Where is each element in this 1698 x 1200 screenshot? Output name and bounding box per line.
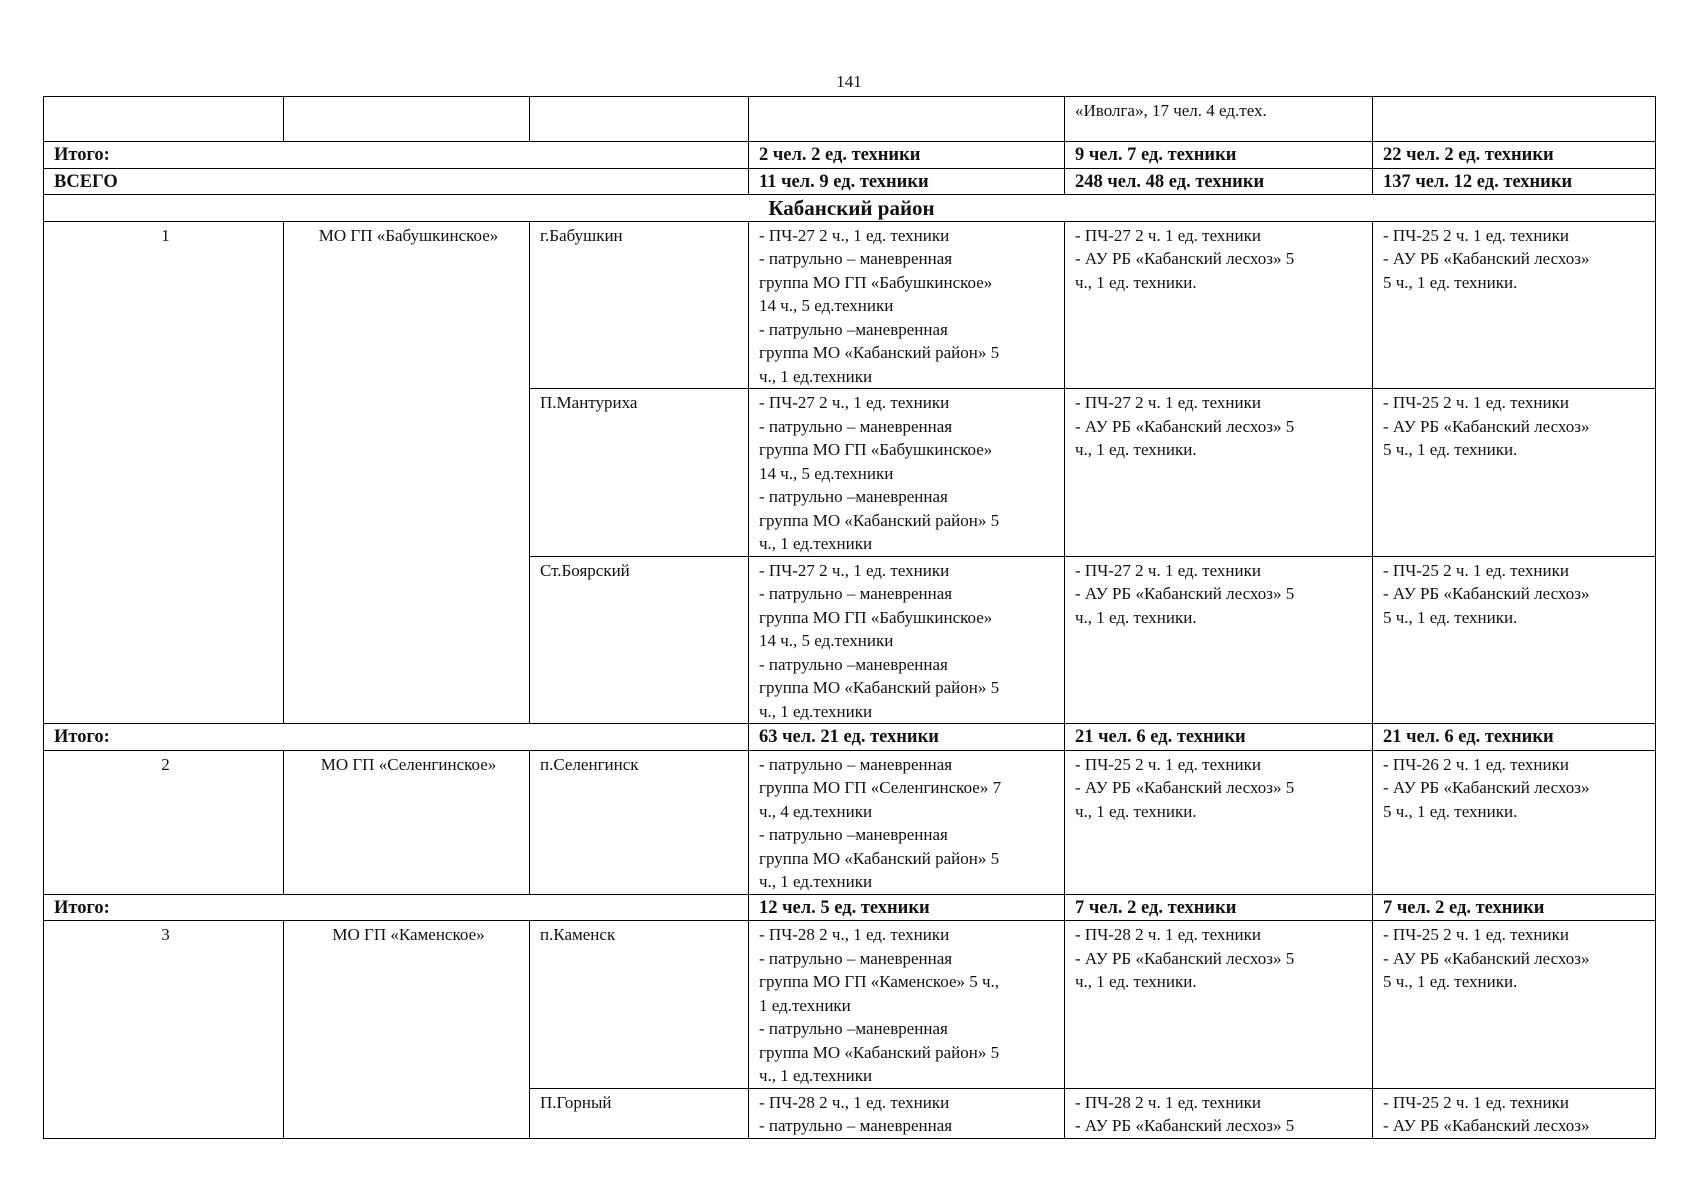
municipality-name: МО ГП «Бабушкинское» [284,221,530,724]
cell-line: группа МО «Кабанский район» 5 [759,343,1000,362]
cell-line: - АУ РБ «Кабанский лесхоз» 5 [1075,948,1295,968]
settlement-name: Ст.Боярский [530,556,749,724]
forces-cell [749,221,1065,389]
cell-line: - АУ РБ «Кабанский лесхоз» [1383,948,1590,968]
forces-cell [1373,1088,1656,1138]
row-number: 2 [44,750,284,894]
cell-line: - ПЧ-26 2 ч. 1 ед. техники [1383,754,1569,774]
cell-line: 14 ч., 5 ед.техники [759,631,894,650]
cell-line: - АУ РБ «Кабанский лесхоз» [1383,1116,1590,1135]
forces-cell [1065,389,1373,557]
itogo-c6: 7 чел. 2 ед. техники [1373,894,1656,921]
itogo-c5: 9 чел. 7 ед. техники [1065,142,1373,169]
cell-line: - ПЧ-27 2 ч. 1 ед. техники [1075,225,1261,245]
itogo-row [44,142,1656,169]
forces-cell [1373,750,1656,894]
cell-line: - патрульно – маневренная [759,416,953,436]
cell-line: - патрульно – маневренная [759,754,953,774]
vsego-row [44,168,1656,195]
vsego-label: ВСЕГО [44,168,749,195]
cell-line: ч., 1 ед.техники [759,1066,873,1085]
cell-line: ч., 1 ед.техники [759,534,873,553]
forces-cell [1373,221,1656,389]
forces-cell [1065,750,1373,894]
itogo-c4: 12 чел. 5 ед. техники [749,894,1065,921]
itogo-c4: 2 чел. 2 ед. техники [749,142,1065,169]
cell-line: группа МО ГП «Каменское» 5 ч., [759,972,1000,991]
forces-cell [1373,556,1656,724]
settlement-name: П.Мантуриха [530,389,749,557]
cell-line: - ПЧ-25 2 ч. 1 ед. техники [1383,1092,1569,1112]
cell-empty [1373,97,1656,142]
forces-cell [749,750,1065,894]
forces-cell [1373,389,1656,557]
itogo-c6: 22 чел. 2 ед. техники [1373,142,1656,169]
municipality-name: МО ГП «Селенгинское» [284,750,530,894]
cell-line: 5 ч., 1 ед. техники. [1383,801,1518,821]
cell-line: - патрульно – маневренная [759,948,953,968]
cell-line: группа МО «Кабанский район» 5 [759,848,1000,868]
cell-line: - АУ РБ «Кабанский лесхоз» [1383,416,1590,436]
table-row [44,750,1656,894]
cell-line: 5 ч., 1 ед. техники. [1383,440,1518,459]
cell-line: - ПЧ-28 2 ч. 1 ед. техники [1075,925,1261,944]
cell-empty [530,97,749,142]
cell-line: - АУ РБ «Кабанский лесхоз» 5 [1075,778,1295,797]
forces-cell [749,1088,1065,1138]
forces-cell [1373,921,1656,1089]
vsego-c6: 137 чел. 12 ед. техники [1373,168,1656,195]
row-number: 3 [44,921,284,1139]
cell-line: - ПЧ-27 2 ч., 1 ед. техники [759,560,950,580]
cell-line: - АУ РБ «Кабанский лесхоз» 5 [1075,249,1295,268]
cell-line: - ПЧ-25 2 ч. 1 ед. техники [1075,754,1261,774]
cell-line: ч., 4 ед.техники [759,801,873,821]
cell-line: - ПЧ-27 2 ч. 1 ед. техники [1075,393,1261,412]
cell-line: 5 ч., 1 ед. техники. [1383,272,1518,292]
cell-line: ч., 1 ед.техники [759,366,873,386]
forces-cell [749,556,1065,724]
cell-line: - патрульно – маневренная [759,584,953,603]
cell-line: - АУ РБ «Кабанский лесхоз» 5 [1075,584,1295,603]
cell-line: - патрульно –маневренная [759,825,948,844]
itogo-c5: 7 чел. 2 ед. техники [1065,894,1373,921]
cell-line: - ПЧ-27 2 ч. 1 ед. техники [1075,560,1261,580]
cell-line: ч., 1 ед.техники [759,872,873,891]
settlement-name: п.Каменск [530,921,749,1089]
row-number: 1 [44,221,284,724]
cell-empty [284,97,530,142]
cell-empty [44,97,284,142]
settlement-name: П.Горный [530,1088,749,1138]
cell-line: - АУ РБ «Кабанский лесхоз» 5 [1075,1116,1295,1135]
cell-line: ч., 1 ед. техники. [1075,972,1197,991]
cell-line: - ПЧ-28 2 ч., 1 ед. техники [759,1092,950,1112]
table-row [44,921,1656,1089]
cell-line: ч., 1 ед. техники. [1075,801,1197,821]
cell-line: - ПЧ-25 2 ч. 1 ед. техники [1383,925,1569,944]
cell-line: 14 ч., 5 ед.техники [759,296,894,315]
itogo-c4: 63 чел. 21 ед. техники [749,724,1065,751]
itogo-c6: 21 чел. 6 ед. техники [1373,724,1656,751]
cell-line: - АУ РБ «Кабанский лесхоз» 5 [1075,416,1295,436]
cell-line: - патрульно –маневренная [759,654,948,674]
cell-line: - патрульно –маневренная [759,1019,948,1038]
district-row [44,195,1656,222]
forces-cell [1065,921,1373,1089]
cell-line: - АУ РБ «Кабанский лесхоз» [1383,584,1590,603]
cell-line: - ПЧ-27 2 ч., 1 ед. техники [759,393,950,412]
cell-line: ч., 1 ед. техники. [1075,440,1197,459]
cell-line: группа МО ГП «Селенгинское» 7 [759,778,1002,797]
vsego-c4: 11 чел. 9 ед. техники [749,168,1065,195]
itogo-row [44,894,1656,921]
cell-line: 14 ч., 5 ед.техники [759,463,894,483]
cell-line: 5 ч., 1 ед. техники. [1383,972,1518,991]
cell-line: ч., 1 ед.техники [759,701,873,721]
cell-line: - ПЧ-27 2 ч., 1 ед. техники [759,225,950,245]
cell-line: - ПЧ-28 2 ч., 1 ед. техники [759,925,950,944]
cell-line: - АУ РБ «Кабанский лесхоз» [1383,249,1590,268]
cell-line: - ПЧ-25 2 ч. 1 ед. техники [1383,393,1569,412]
table-row [44,221,1656,389]
cell-line: 5 ч., 1 ед. техники. [1383,607,1518,627]
cell-line: - патрульно – маневренная [759,249,953,268]
cell-line: - АУ РБ «Кабанский лесхоз» [1383,778,1590,797]
continuation-text: «Иволга», 17 чел. 4 ед.тех. [1065,97,1373,142]
itogo-label: Итого: [44,142,749,169]
cell-line: ч., 1 ед. техники. [1075,272,1197,292]
cell-line: группа МО «Кабанский район» 5 [759,678,1000,697]
cell-line: группа МО «Кабанский район» 5 [759,510,1000,530]
cell-empty [749,97,1065,142]
cell-line: группа МО «Кабанский район» 5 [759,1042,1000,1062]
cell-line: ч., 1 ед. техники. [1075,607,1197,627]
itogo-label: Итого: [44,894,749,921]
district-title: Кабанский район [44,195,1656,222]
cell-line: - ПЧ-25 2 ч. 1 ед. техники [1383,225,1569,245]
itogo-row [44,724,1656,751]
page-number: 141 [836,72,862,91]
forces-table [43,96,1656,1139]
cell-line: - ПЧ-28 2 ч. 1 ед. техники [1075,1092,1261,1112]
forces-cell [749,389,1065,557]
cell-line: - патрульно – маневренная [759,1116,953,1135]
settlement-name: г.Бабушкин [530,221,749,389]
cell-line: - патрульно –маневренная [759,319,948,339]
itogo-c5: 21 чел. 6 ед. техники [1065,724,1373,751]
forces-cell [1065,556,1373,724]
cell-line: - патрульно –маневренная [759,487,948,506]
cell-line: - ПЧ-25 2 ч. 1 ед. техники [1383,560,1569,580]
continuation-row [44,97,1656,142]
municipality-name: МО ГП «Каменское» [284,921,530,1139]
settlement-name: п.Селенгинск [530,750,749,894]
cell-line: группа МО ГП «Бабушкинское» [759,440,993,459]
itogo-label: Итого: [44,724,749,751]
forces-cell [1065,221,1373,389]
cell-line: группа МО ГП «Бабушкинское» [759,607,993,627]
forces-cell [749,921,1065,1089]
cell-line: 1 ед.техники [759,995,851,1015]
vsego-c5: 248 чел. 48 ед. техники [1065,168,1373,195]
cell-line: группа МО ГП «Бабушкинское» [759,272,993,292]
forces-cell [1065,1088,1373,1138]
